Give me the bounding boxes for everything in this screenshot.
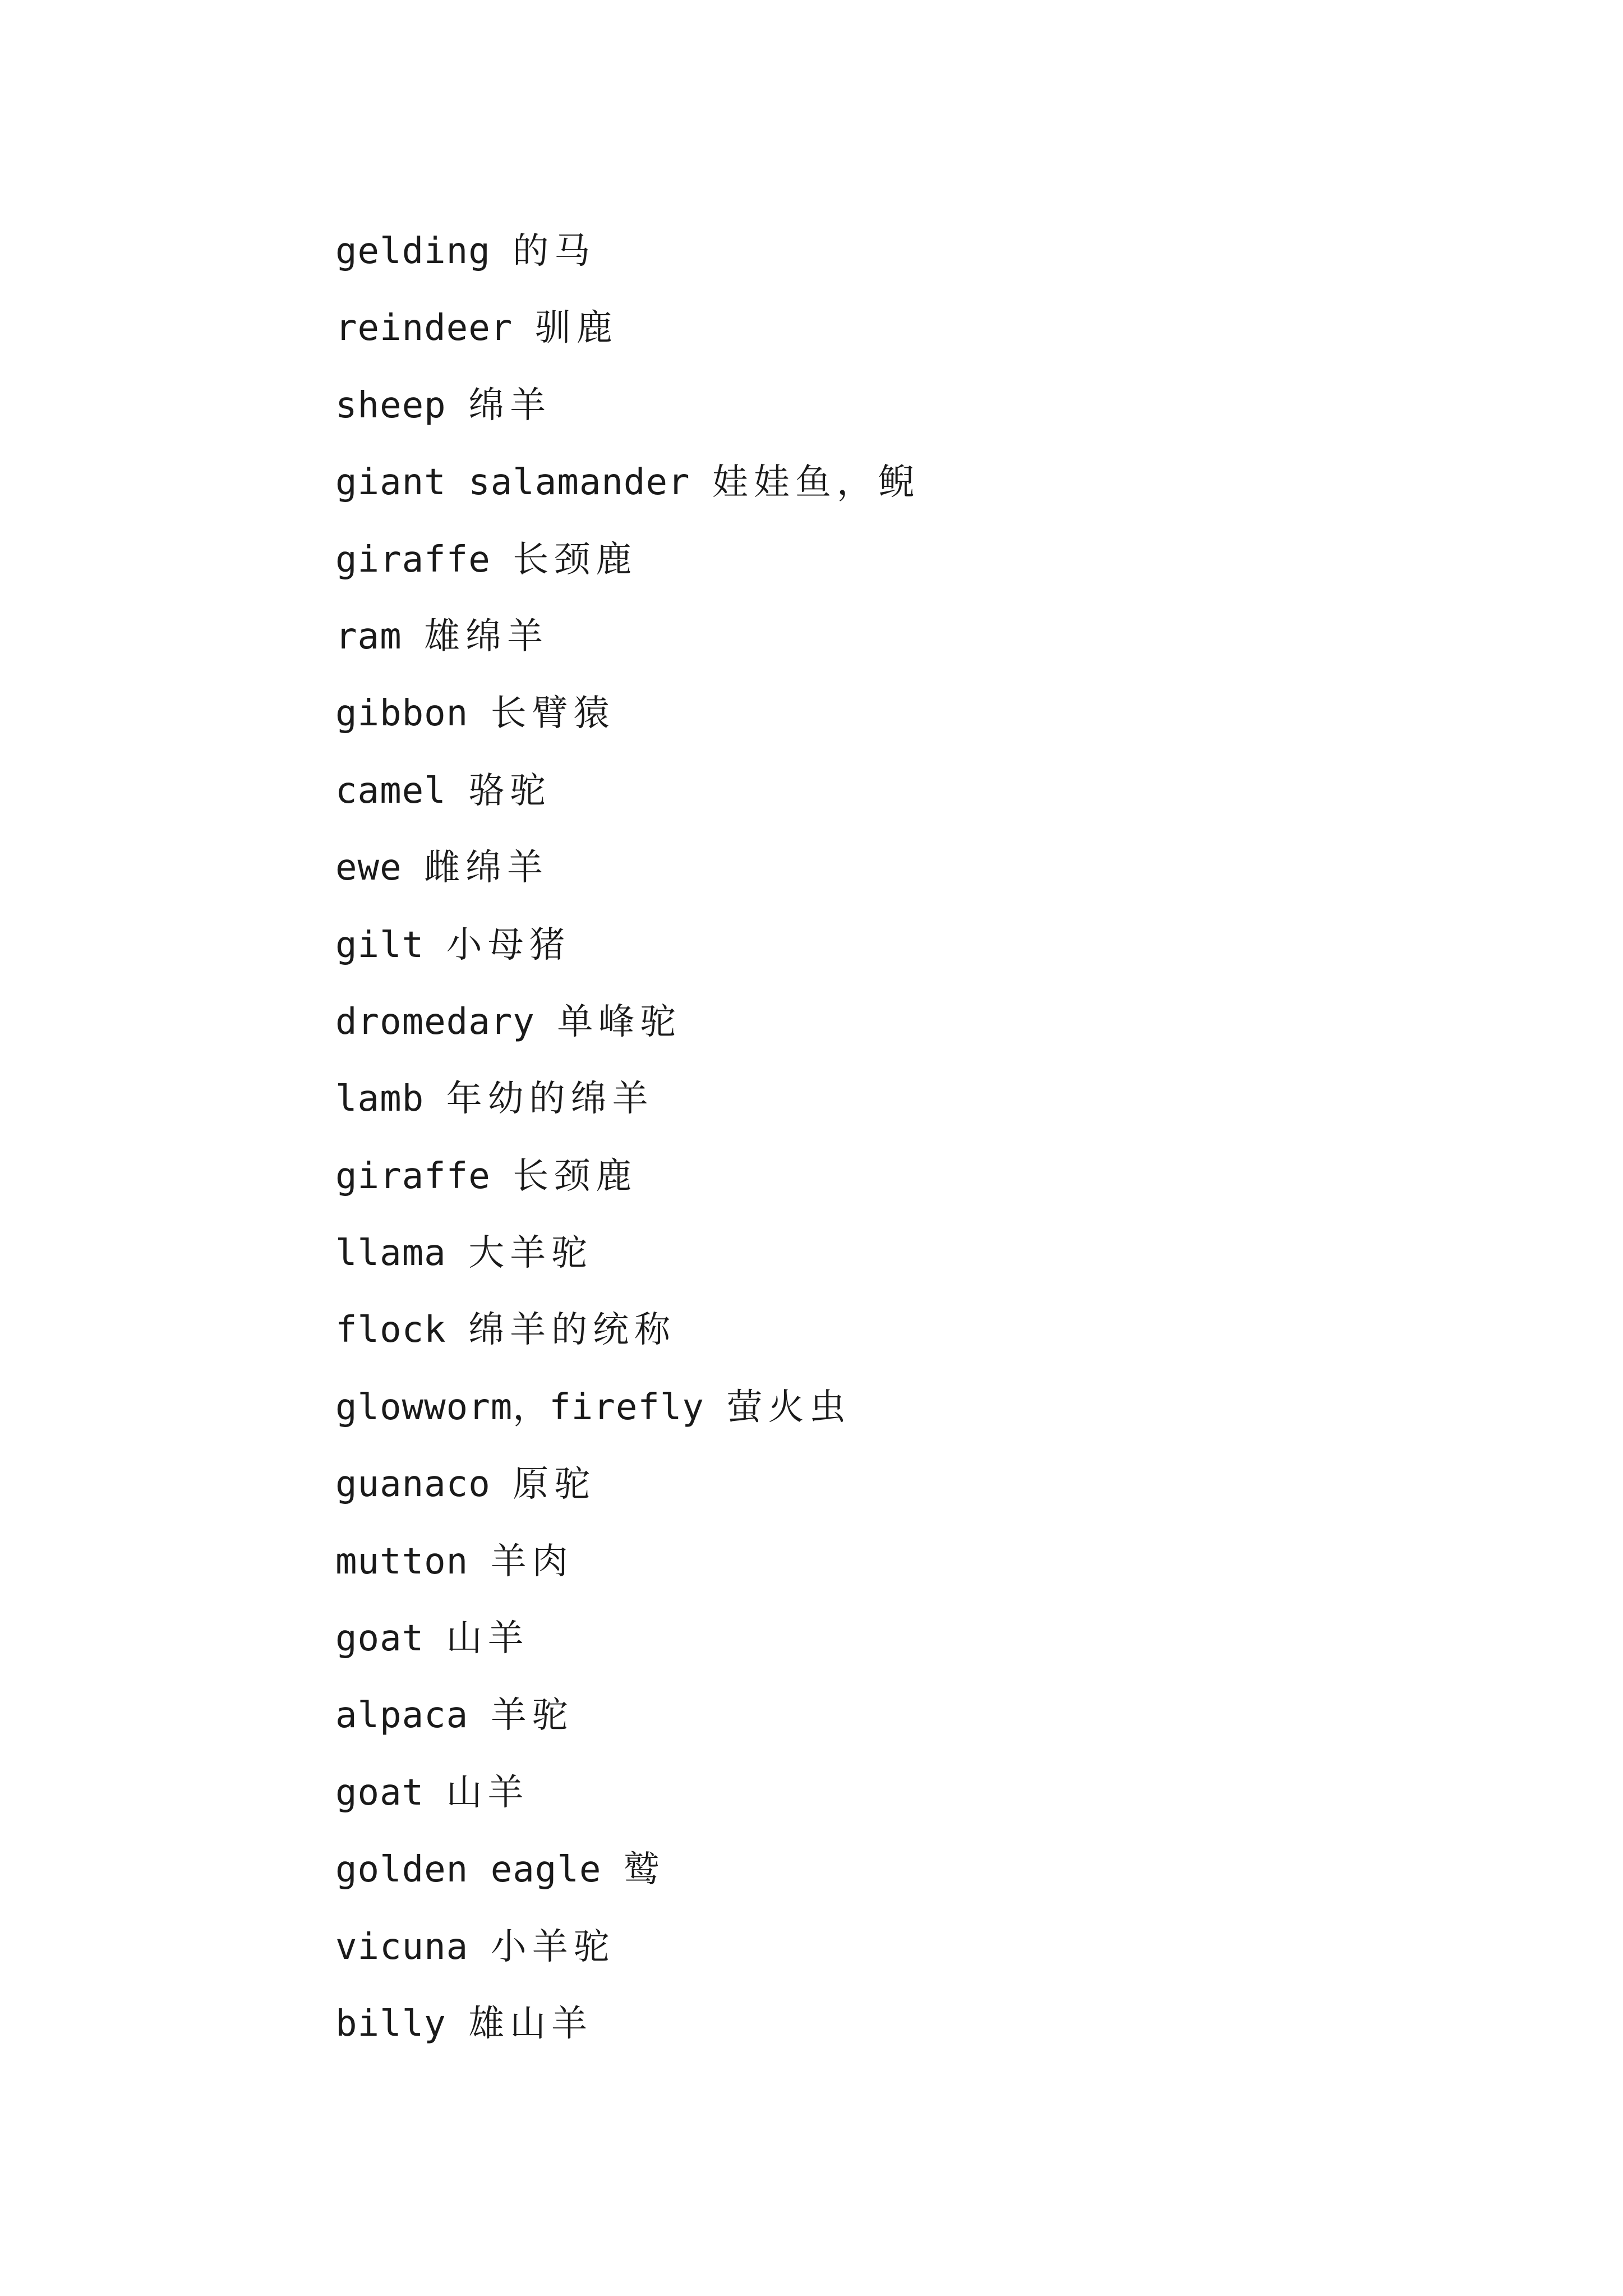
english-term: gelding [335,231,491,272]
list-item [335,290,920,367]
chinese-term: 山羊 [446,1618,529,1660]
chinese-term: 原驼 [513,1464,596,1506]
list-item [335,367,920,444]
vocabulary-list [335,213,920,2063]
english-term: camel [335,770,446,812]
english-term: ewe [335,847,402,889]
list-item [335,522,920,599]
chinese-term: 长臂猿 [490,693,615,735]
english-term: lamb [335,1078,425,1120]
chinese-term: 长颈鹿 [513,1155,638,1197]
english-term: glowworm，firefly [335,1386,704,1428]
english-term: gibbon [335,693,469,735]
chinese-term: 雄山羊 [468,2003,593,2045]
list-item [335,1909,920,1986]
list-item [335,599,920,675]
english-term: ram [335,615,402,657]
chinese-term: 大羊驼 [468,1232,593,1274]
chinese-term: 小羊驼 [490,1926,615,1968]
chinese-term: 绵羊的统称 [468,1309,676,1351]
list-item [335,1215,920,1292]
list-item [335,1524,920,1600]
list-item [335,1292,920,1369]
english-term: flock [335,1309,446,1351]
list-item [335,1832,920,1908]
english-term: golden eagle [335,1849,602,1891]
list-item [335,1677,920,1754]
list-item [335,830,920,907]
chinese-term: 雄绵羊 [424,615,549,657]
english-term: billy [335,2003,446,2045]
chinese-term: 年幼的绵羊 [446,1078,654,1120]
english-term: goat [335,1618,425,1660]
english-term: guanaco [335,1464,491,1506]
chinese-term: 娃娃鱼，鲵 [712,462,920,504]
list-item [335,1061,920,1138]
chinese-term: 鹫 [623,1849,665,1891]
english-term: gilt [335,924,425,966]
english-term: llama [335,1232,446,1274]
list-item [335,1369,920,1446]
list-item [335,907,920,984]
chinese-term: 羊驼 [490,1695,574,1737]
english-term: goat [335,1772,425,1814]
list-item [335,1600,920,1677]
list-item [335,1138,920,1215]
english-term: vicuna [335,1926,469,1968]
english-term: dromedary [335,1001,535,1043]
english-term: giant salamander [335,462,690,504]
chinese-term: 小母猪 [446,924,571,966]
english-term: giraffe [335,1155,491,1197]
english-term: mutton [335,1540,469,1582]
chinese-term: 羊肉 [490,1540,574,1582]
list-item [335,1986,920,2063]
list-item [335,753,920,830]
list-item [335,1755,920,1832]
chinese-term: 萤火虫 [726,1386,851,1428]
list-item [335,675,920,752]
english-term: alpaca [335,1695,469,1737]
english-term: sheep [335,384,446,426]
list-item [335,1446,920,1523]
chinese-term: 的马 [513,231,596,272]
chinese-term: 长颈鹿 [513,539,638,581]
chinese-term: 单峰驼 [557,1001,682,1043]
chinese-term: 驯鹿 [534,307,618,349]
english-term: giraffe [335,539,491,581]
chinese-term: 雌绵羊 [424,847,549,889]
list-item [335,444,920,521]
english-term: reindeer [335,307,513,349]
chinese-term: 山羊 [446,1772,529,1814]
list-item [335,984,920,1061]
list-item [335,213,920,290]
chinese-term: 骆驼 [468,770,552,812]
chinese-term: 绵羊 [468,384,552,426]
